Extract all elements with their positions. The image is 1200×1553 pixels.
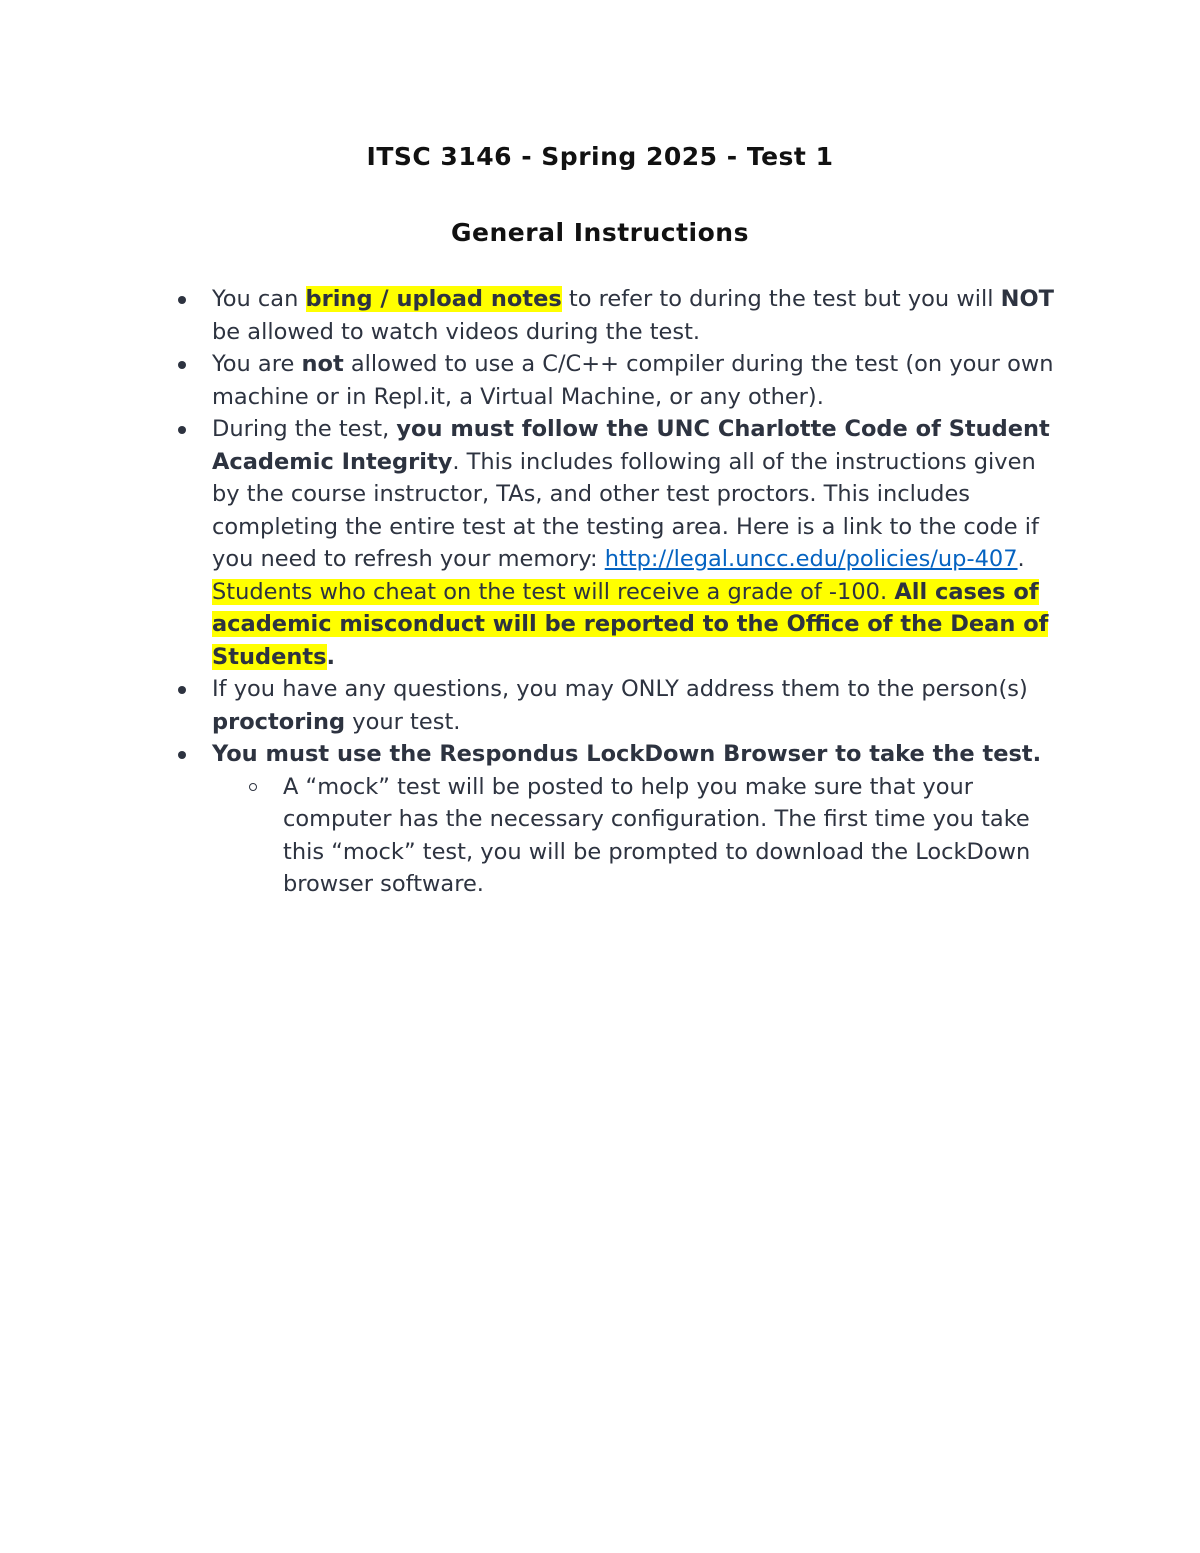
list-item-compiler <box>212 348 1062 413</box>
highlighted-text: bring / upload notes <box>305 286 562 312</box>
bullet-icon <box>178 751 186 759</box>
item-text: . This includes following all of the instructions given by the course instructor, TAs, and other test proctors. This includes completing the entire test at the testing area. Here is a link to the code if you need to refresh your memory: <box>212 448 1039 572</box>
bullet-icon <box>178 361 186 369</box>
bold-text: NOT <box>1000 286 1054 312</box>
item-text: be allowed to watch videos during the test. <box>212 318 701 345</box>
document-title: ITSC 3146 - Spring 2025 - Test 1 <box>366 142 834 171</box>
sub-list <box>212 771 1062 901</box>
item-text: your test. <box>345 708 461 735</box>
item-text: You are <box>212 351 302 377</box>
circle-bullet-icon <box>249 783 257 791</box>
item-text: If you have any questions, you may ONLY address them to the person(s) <box>212 676 1028 702</box>
instructions-list <box>212 283 1062 901</box>
list-item-questions <box>212 673 1062 738</box>
highlighted-text: Students who cheat on the test will receive a grade of -100. <box>212 578 895 605</box>
item-text: allowed to use a C/C++ compiler during the test (on your own machine or in Repl.it, a Virtual Machine, or any other). <box>212 351 1054 410</box>
bold-text: proctoring <box>212 708 346 735</box>
bold-text: not <box>301 351 344 377</box>
bold-text: You must use the Respondus LockDown Browser to take the test. <box>212 741 1042 767</box>
item-text: to refer to during the test but you will <box>561 286 1001 312</box>
bullet-icon <box>178 296 186 304</box>
item-text: A “mock” test will be posted to help you make sure that your computer has the necessary configuration. The first time you take this “mock” test, you will be prompted to download the LockDown browser software. <box>283 773 1031 897</box>
bold-text: . <box>326 643 336 670</box>
bullet-icon <box>178 426 186 434</box>
sub-list-item-mock-test <box>283 771 1062 901</box>
item-text: You can <box>212 286 306 312</box>
bullet-icon <box>178 686 186 694</box>
item-text: During the test, <box>212 416 397 442</box>
list-item-lockdown <box>212 738 1062 901</box>
list-item-integrity <box>212 413 1062 673</box>
highlighted-bold-text: All cases of academic misconduct will be reported to the Office of the Dean of Students <box>212 578 1049 670</box>
item-text: . <box>1017 546 1025 572</box>
policy-link[interactable]: http://legal.uncc.edu/policies/up-407 <box>604 546 1018 572</box>
list-item-notes <box>212 283 1062 348</box>
section-heading: General Instructions <box>451 218 749 247</box>
bold-text: you must follow the UNC Charlotte Code of Student Academic Integrity <box>212 416 1050 475</box>
